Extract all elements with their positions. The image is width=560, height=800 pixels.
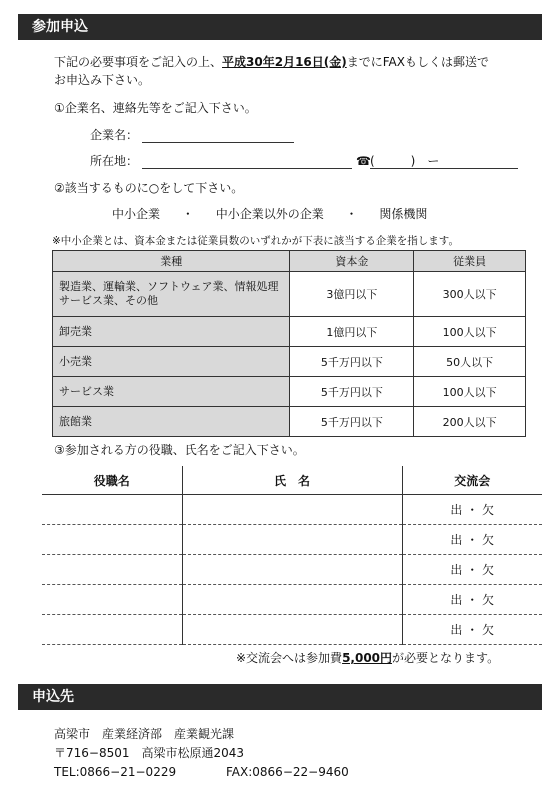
fee-amount: 5,000円 — [342, 651, 393, 665]
q3-heading: ③参加される方の役職、氏名をご記入下さい。 — [54, 443, 305, 457]
company-field[interactable] — [142, 142, 294, 143]
capital-cell: 5千万円以下 — [290, 407, 414, 437]
participant-row — [42, 555, 542, 585]
attendance-choice[interactable]: 出 ・ 欠 — [402, 585, 542, 615]
position-field[interactable] — [42, 585, 182, 615]
industry-cell: 旅館業 — [53, 407, 290, 437]
contact-fax: FAX:0866−22−9460 — [226, 765, 349, 779]
attendance-choice[interactable]: 出 ・ 欠 — [402, 495, 542, 525]
option-related-org[interactable]: 関係機関 — [379, 207, 428, 221]
table-row — [53, 317, 526, 347]
participants-table — [42, 466, 542, 645]
header-name: 氏 名 — [182, 466, 402, 495]
participant-row — [42, 585, 542, 615]
employees-cell: 200人以下 — [414, 407, 526, 437]
attendance-choice[interactable]: 出 ・ 欠 — [402, 555, 542, 585]
capital-cell: 5千万円以下 — [290, 377, 414, 407]
position-field[interactable] — [42, 555, 182, 585]
header-capital: 資本金 — [290, 251, 414, 272]
capital-cell: 5千万円以下 — [290, 347, 414, 377]
employees-cell: 300人以下 — [414, 272, 526, 317]
deadline: 平成30年2月16日(金) — [222, 55, 347, 69]
table-row — [53, 407, 526, 437]
intro-line-1: 下記の必要事項をご記入の上、平成30年2月16日(金)までにFAXもしくは郵送で — [54, 55, 489, 69]
section-header-apply — [18, 14, 542, 40]
contact-tel: TEL:0866−21−0229 — [54, 765, 177, 779]
header-position: 役職名 — [42, 466, 182, 495]
sme-definition-table — [52, 250, 526, 437]
address-label: 所在地： — [90, 154, 139, 168]
name-field[interactable] — [182, 495, 402, 525]
participants-header-row — [42, 466, 542, 495]
q1-heading: ①企業名、連絡先等をご記入下さい。 — [54, 101, 257, 115]
phone-icon: ☎ — [356, 154, 371, 168]
name-field[interactable] — [182, 585, 402, 615]
q2-heading: ②該当するものに○をして下さい。 — [54, 181, 244, 195]
intro-line-2: お申込み下さい。 — [54, 73, 151, 87]
employees-cell: 100人以下 — [414, 317, 526, 347]
section-title: 参加申込 — [32, 19, 88, 35]
option-sme[interactable]: 中小企業 — [112, 207, 161, 221]
participant-row — [42, 615, 542, 645]
table-header-row — [53, 251, 526, 272]
capital-cell: 3億円以下 — [290, 272, 414, 317]
tel-field-label: ( ) ー — [370, 154, 440, 168]
position-field[interactable] — [42, 495, 182, 525]
name-field[interactable] — [182, 555, 402, 585]
attendance-choice[interactable]: 出 ・ 欠 — [402, 615, 542, 645]
capital-cell: 1億円以下 — [290, 317, 414, 347]
section-title: 申込先 — [32, 689, 74, 705]
q2-options: 中小企業 ・ 中小企業以外の企業 ・ 関係機関 — [112, 207, 428, 221]
option-non-sme[interactable]: 中小企業以外の企業 — [215, 207, 324, 221]
position-field[interactable] — [42, 525, 182, 555]
section-header-contact — [18, 684, 542, 710]
contact-org: 高梁市 産業経済部 産業観光課 — [54, 727, 235, 741]
header-industry: 業種 — [53, 251, 290, 272]
employees-cell: 100人以下 — [414, 377, 526, 407]
fee-note: ※交流会へは参加費5,000円が必要となります。 — [236, 651, 500, 665]
address-field[interactable] — [142, 168, 352, 169]
attendance-choice[interactable]: 出 ・ 欠 — [402, 525, 542, 555]
table-row — [53, 347, 526, 377]
header-exchange: 交流会 — [402, 466, 542, 495]
position-field[interactable] — [42, 615, 182, 645]
company-label: 企業名： — [90, 128, 139, 142]
contact-address: 〒716−8501 高梁市松原通2043 — [54, 746, 245, 760]
employees-cell: 50人以下 — [414, 347, 526, 377]
industry-cell: 製造業、運輸業、ソフトウェア業、情報処理サービス業、その他 — [53, 272, 290, 317]
participant-row — [42, 525, 542, 555]
industry-cell: サービス業 — [53, 377, 290, 407]
name-field[interactable] — [182, 525, 402, 555]
industry-cell: 小売業 — [53, 347, 290, 377]
tel-field[interactable] — [370, 168, 518, 169]
header-employees: 従業員 — [414, 251, 526, 272]
participant-row — [42, 495, 542, 525]
industry-cell: 卸売業 — [53, 317, 290, 347]
table-row — [53, 377, 526, 407]
sme-note: ※中小企業とは、資本金または従業員数のいずれかが下表に該当する企業を指します。 — [52, 235, 459, 247]
name-field[interactable] — [182, 615, 402, 645]
table-row — [53, 272, 526, 317]
